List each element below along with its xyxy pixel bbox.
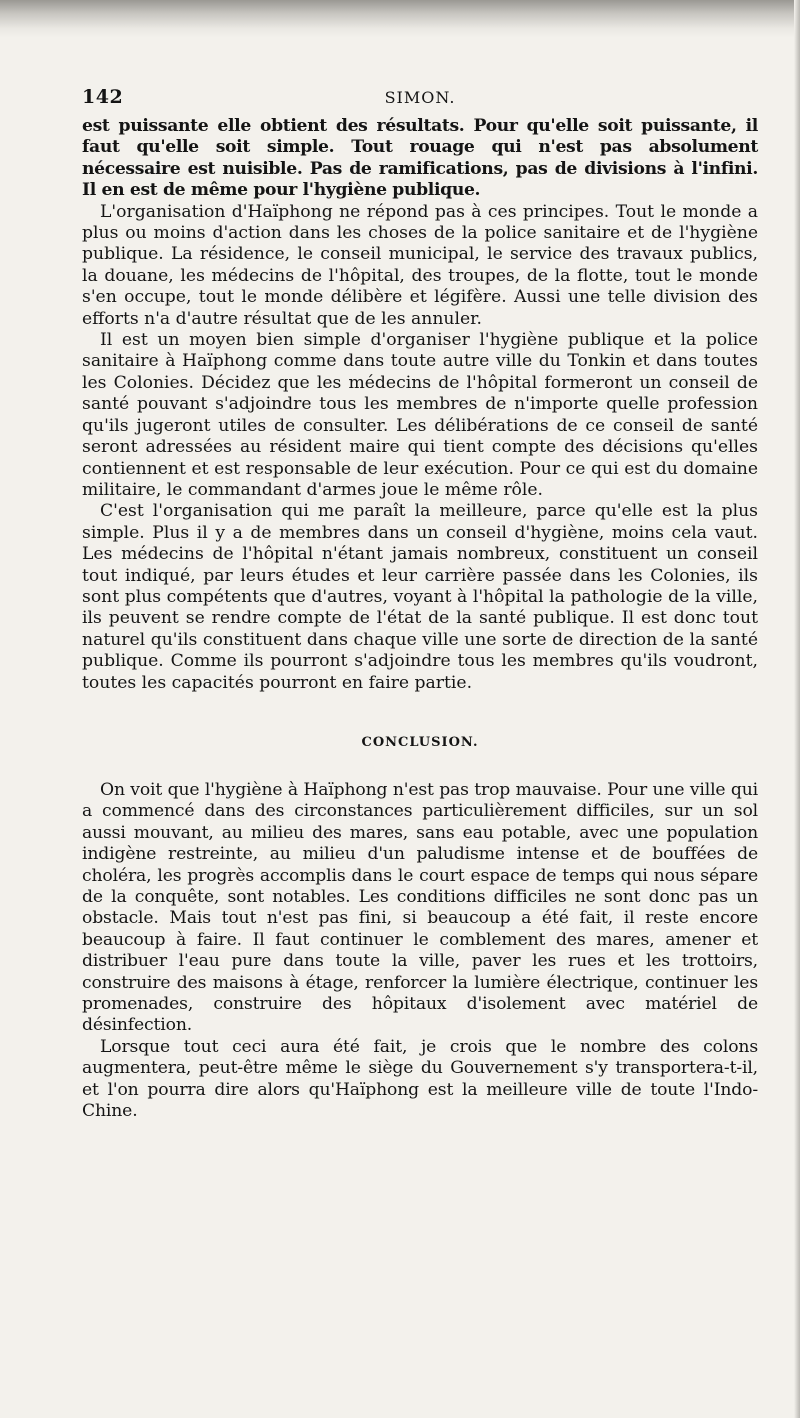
- running-header: [82, 86, 758, 116]
- page-number: 142: [82, 86, 124, 108]
- paragraph-5: On voit que l'hygiène à Haïphong n'est pas trop mauvaise. Pour une ville qui a commencé dans des circonstances particulièrement difficiles, sur un sol aussi mouvant, au milieu des mares, sans eau potable, avec une population indigène restreinte, au milieu d'un paludisme intense et de bouffées de choléra, les progrès accomplis dans le court espace de temps qui nous sépare de la conquête, sont notables. Les conditions difficiles ne sont donc pas un obstacle. Mais tout n'est pas fini, si beaucoup a été fait, il reste encore beaucoup à faire. Il faut continuer le comblement des mares, amener et distribuer l'eau pure dans toute la ville, paver les rues et les trottoirs, construire des maisons à étage, renforcer la lumière électrique, continuer les promenades, construire des hôpitaux d'isolement avec matériel de désinfection.: [82, 779, 758, 1036]
- paragraph-3: Il est un moyen bien simple d'organiser l'hygiène publique et la police sanitaire à Haïphong comme dans toute autre ville du Tonkin et dans toutes les Colonies. Décidez que les médecins de l'hôpital formeront un conseil de santé pouvant s'adjoindre tous les membres de n'importe quelle profession qu'ils jugeront utiles de consulter. Les délibérations de ce conseil de santé seront adressées au résident maire qui tient compte des décisions qu'elles contiennent et est responsable de leur exécution. Pour ce qui est du domaine militaire, le commandant d'armes joue le même rôle.: [82, 330, 758, 500]
- paragraph-4: C'est l'organisation qui me paraît la meilleure, parce qu'elle est la plus simple. Plus il y a de membres dans un conseil d'hygiène, moins cela vaut. Les médecins de l'hôpital n'étant jamais nombreux, constituent un conseil tout indiqué, par leurs études et leur carrière passée dans les Colonies, ils sont plus compétents que d'autres, voyant à l'hôpital la pathologie de la ville, ils peuvent se rendre compte de l'état de la santé publique. Il est donc tout naturel qu'ils constituent dans chaque ville une sorte de direction de la santé publique. Comme ils pourront s'adjoindre tous les membres qu'ils voudront, toutes les capacités pourront en faire partie.: [82, 501, 758, 693]
- paragraph-1: est puissante elle obtient des résultats. Pour qu'elle soit puissante, il faut qu'elle soit simple. Tout rouage qui n'est pas absolument nécessaire est nuisible. Pas de ramifications, pas de divisions à l'infini. Il en est de même pour l'hygiène publique.: [82, 116, 758, 201]
- paragraph-6: Lorsque tout ceci aura été fait, je crois que le nombre des colons augmentera, peut-être même le siège du Gouvernement s'y transportera-t-il, et l'on pourra dire alors qu'Haïphong est la meilleure ville de toute l'Indo-Chine.: [82, 1036, 758, 1122]
- scan-right-edge: [794, 0, 800, 1418]
- running-title: SIMON.: [384, 88, 456, 107]
- document-page: [82, 86, 758, 1122]
- section-heading: CONCLUSION.: [361, 734, 479, 750]
- paragraph-2: L'organisation d'Haïphong ne répond pas à ces principes. Tout le monde a plus ou moins d'action dans les choses de la police sanitaire et de l'hygiène publique. La résidence, le conseil municipal, le service des travaux publics, la douane, les médecins de l'hôpital, des troupes, de la flotte, tout le monde s'en occupe, tout le monde délibère et légifère. Aussi une telle division des efforts n'a d'autre résultat que de les annuler.: [82, 201, 758, 329]
- scan-top-shadow: [0, 0, 800, 38]
